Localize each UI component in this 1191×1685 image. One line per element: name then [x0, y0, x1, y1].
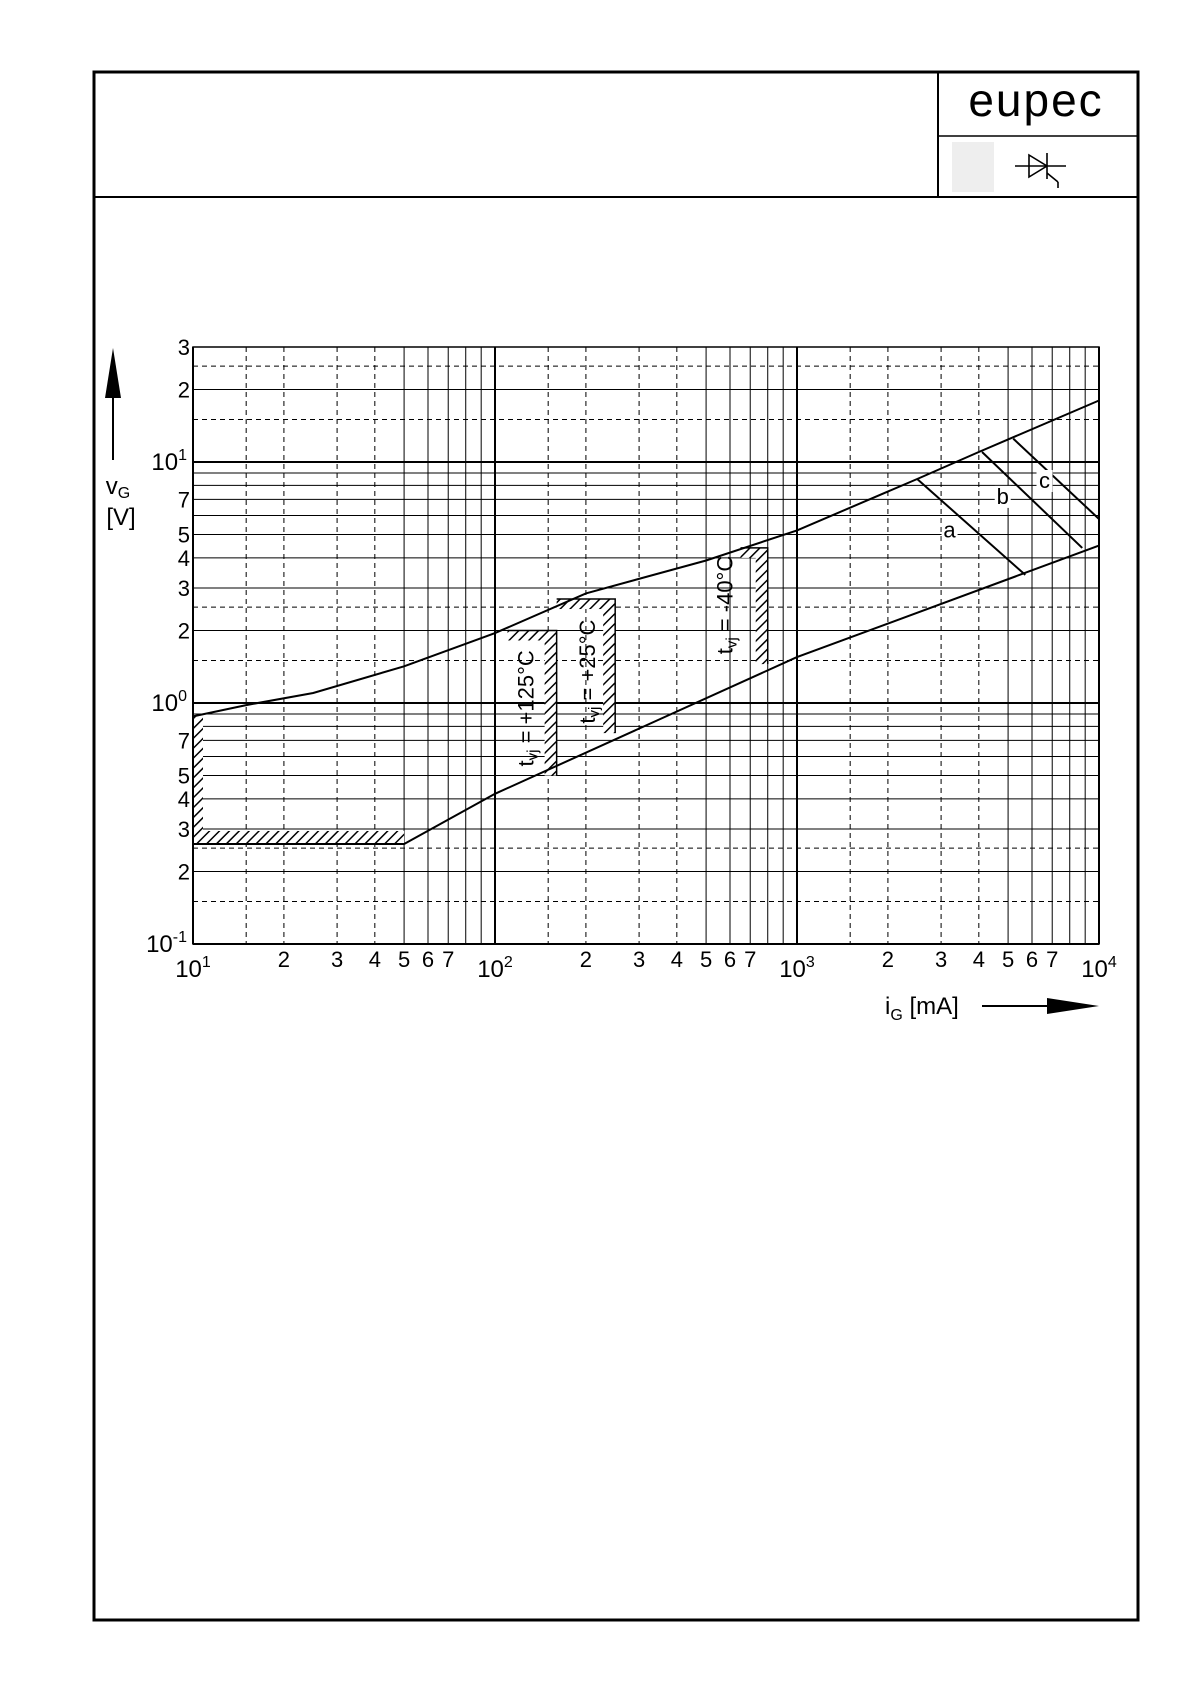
plot-border	[193, 347, 1099, 944]
limit-label-c: c	[1039, 467, 1051, 493]
temperature-region-hatch	[508, 630, 557, 640]
x-tick-label: 6	[1025, 947, 1039, 972]
x-tick-label: 6	[723, 947, 737, 972]
x-tick-label: 3	[632, 947, 646, 972]
x-tick-label-decade: $10^4$	[1081, 954, 1117, 983]
x-tick-label: 2	[881, 947, 895, 972]
y-tick-label: 5	[177, 522, 190, 548]
x-tick-label: 5	[1001, 947, 1015, 972]
y-tick-label: 3	[177, 817, 190, 843]
chart	[105, 335, 1117, 1024]
y-tick-label: 2	[177, 859, 190, 885]
temperature-region-hatch	[545, 630, 557, 775]
y-axis-title: vG	[105, 473, 131, 502]
x-tick-label: 4	[670, 947, 683, 972]
y-tick-label: 2	[177, 377, 190, 403]
x-tick-label: 7	[442, 947, 455, 972]
x-axis-title: $i_G$ [mA]	[885, 993, 959, 1024]
x-tick-label: 6	[421, 947, 435, 972]
y-tick-label-decade: $10^1$	[151, 446, 187, 476]
temperature-region-label: $t_{vj} = +125^\circ C$	[513, 650, 542, 767]
x-tick-label: 7	[744, 947, 757, 972]
x-tick-label: 5	[699, 947, 713, 972]
y-tick-label: 2	[177, 618, 190, 644]
x-tick-label-decade: $10^3$	[779, 954, 815, 983]
x-tick-label: 2	[579, 947, 593, 972]
temperature-region-label: $t_{vj} = -40^\circ C$	[712, 555, 741, 655]
temperature-region-hatch	[756, 548, 768, 664]
limit-line-c	[1013, 439, 1099, 519]
x-tick-label: 2	[277, 947, 291, 972]
x-tick-label-decade: $10^1$	[175, 954, 211, 983]
thyristor-symbol-icon	[1015, 153, 1066, 188]
y-tick-label: 4	[177, 786, 190, 812]
y-tick-label: 7	[177, 487, 190, 513]
y-tick-label-decade: $10^0$	[151, 687, 187, 717]
y-axis-arrow-icon	[105, 348, 121, 398]
brand-logo: eupec	[968, 74, 1104, 126]
y-tick-label-decade: $10^{-1}$	[146, 929, 187, 958]
y-axis-unit: [V]	[106, 504, 136, 531]
temperature-region-hatch	[740, 548, 767, 558]
y-tick-label: 3	[177, 576, 190, 602]
limit-label-a: a	[943, 517, 956, 543]
x-tick-label: 4	[368, 947, 381, 972]
low-gate-hatch-region	[193, 716, 404, 844]
gray-swatch	[952, 142, 994, 192]
x-tick-label: 4	[972, 947, 985, 972]
x-tick-label: 7	[1046, 947, 1059, 972]
y-tick-label: 4	[177, 545, 190, 571]
temperature-region-label: $t_{vj} = +25^\circ C$	[574, 619, 604, 724]
temperature-region-hatch	[557, 599, 616, 609]
y-tick-label: 7	[177, 728, 190, 754]
x-tick-label-decade: $10^2$	[477, 954, 513, 983]
series-curve-upper-limit	[193, 401, 1099, 717]
y-tick-label: 5	[177, 763, 190, 789]
page-frame	[94, 72, 1138, 1620]
x-tick-label: 3	[330, 947, 344, 972]
x-axis-arrow-icon	[1047, 998, 1099, 1014]
y-tick-label-top: 3	[177, 335, 190, 360]
temperature-region-hatch	[603, 599, 615, 733]
x-tick-label: 5	[397, 947, 411, 972]
limit-label-b: b	[996, 483, 1009, 509]
x-tick-label: 3	[934, 947, 948, 972]
